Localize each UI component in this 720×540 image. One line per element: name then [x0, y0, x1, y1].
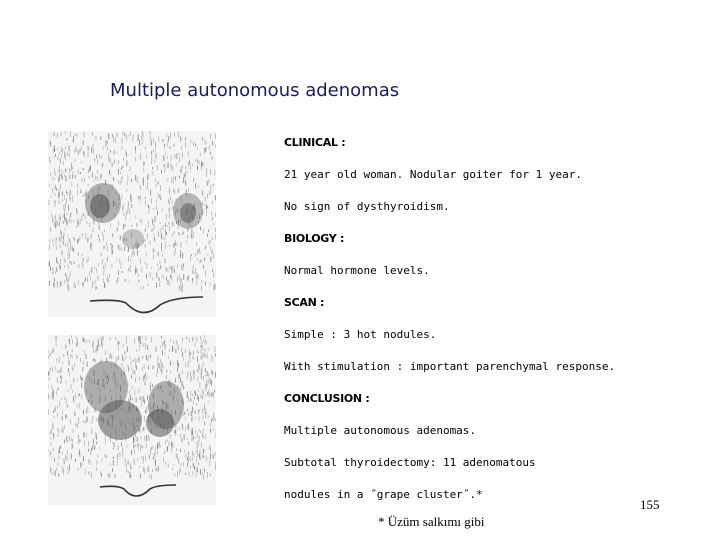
- clinical-line-2: No sign of dysthyroidism.: [284, 200, 450, 213]
- conclusion-line-1: Multiple autonomous adenomas.: [284, 424, 477, 437]
- page-number: 155: [640, 497, 660, 512]
- thyroid-scan-image-simple: [48, 131, 216, 317]
- conclusion-line-3: nodules in a ˝grape cluster˝.*: [284, 488, 483, 501]
- scan-top-graphic: [48, 131, 216, 317]
- scan-line-1: Simple : 3 hot nodules.: [284, 328, 437, 341]
- thyroid-scan-image-stimulation: [48, 335, 216, 505]
- footnote: * Üzüm salkımı gibi: [378, 514, 485, 529]
- conclusion-line-2: Subtotal thyroidectomy: 11 adenomatous: [284, 456, 536, 469]
- clinical-line-1: 21 year old woman. Nodular goiter for 1 year.: [284, 168, 583, 181]
- slide-title: Multiple autonomous adenomas: [110, 80, 400, 101]
- conclusion-heading: CONCLUSION :: [284, 392, 370, 405]
- scan-line-2: With stimulation : important parenchymal response.: [284, 360, 616, 373]
- clinical-heading: CLINICAL :: [284, 136, 346, 149]
- biology-heading: BIOLOGY :: [284, 232, 345, 245]
- biology-line-1: Normal hormone levels.: [284, 264, 430, 277]
- scan-bottom-graphic: [48, 335, 216, 505]
- scan-heading: SCAN :: [284, 296, 325, 309]
